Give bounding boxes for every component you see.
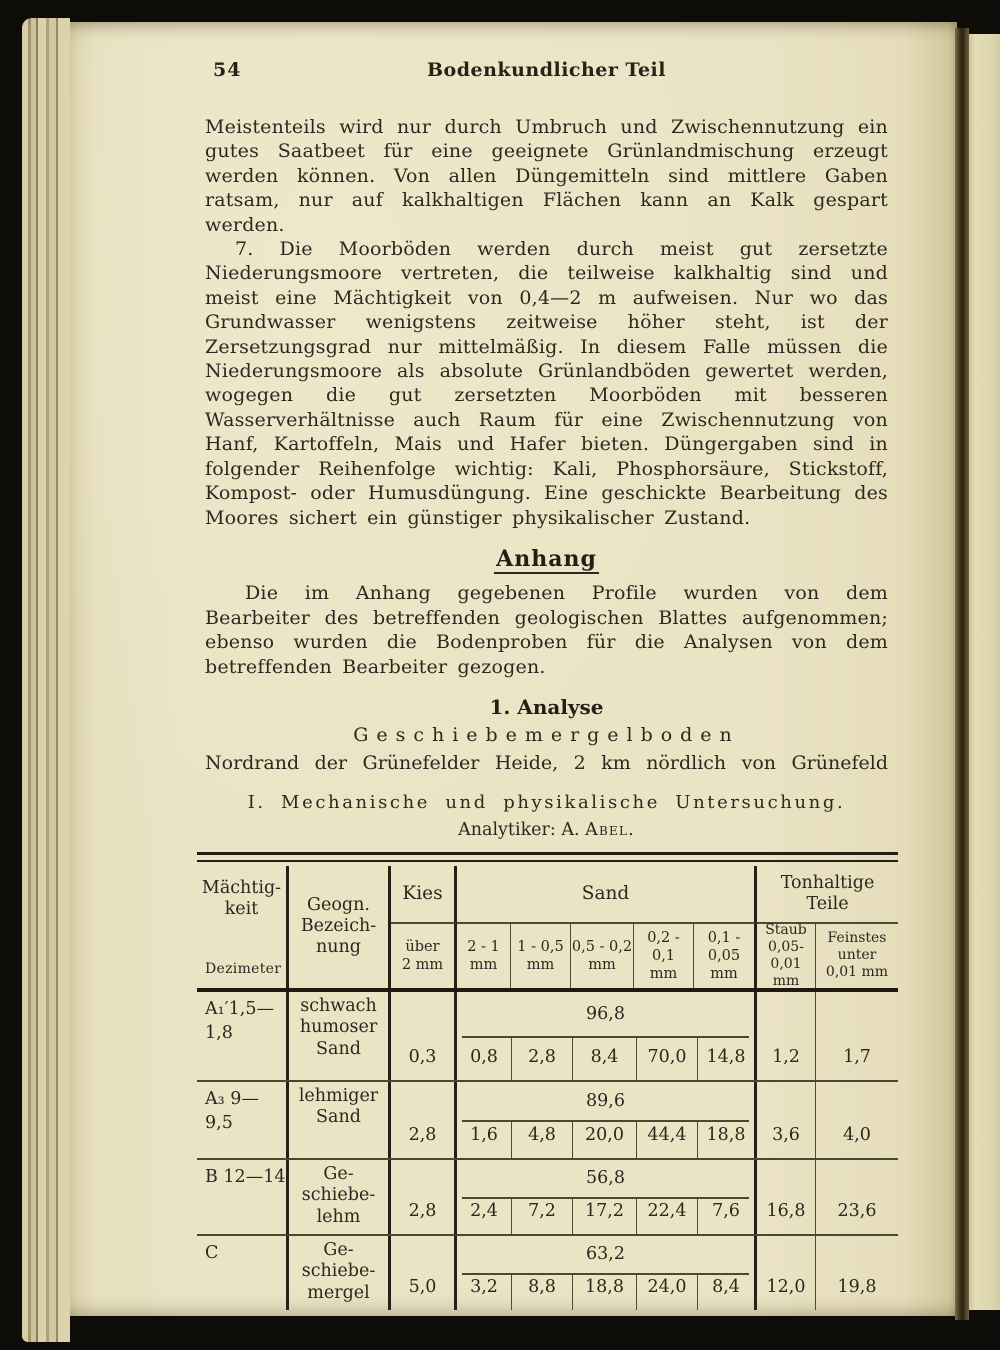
subheader-sand-1-05: 1 - 0,5 mm — [511, 924, 571, 988]
column-header-maechtigkeit: Mächtig- keit Dezimeter — [197, 866, 289, 988]
column-header-geogn-bezeichnung: Geogn. Bezeich- nung — [289, 866, 391, 988]
column-header-kies: Kies — [391, 866, 457, 924]
table-row — [197, 1234, 898, 1310]
cell-staub: 1,2 — [757, 992, 816, 1080]
analyst-label: Analytiker: A. — [458, 819, 580, 840]
table-analyst-line — [205, 818, 888, 842]
table-top-rule — [197, 852, 898, 862]
subheader-kies-ueber-2mm: über 2 mm — [391, 924, 457, 988]
sand-sum: 89,6 — [462, 1082, 749, 1122]
cell-maechtigkeit: A₃ 9—9,5 — [197, 1082, 289, 1158]
subheader-sand-05-02: 0,5 - 0,2 mm — [571, 924, 634, 988]
subheader-feinstes: Feinstes unter 0,01 mm — [825, 930, 889, 981]
sand-sum: 56,8 — [462, 1160, 749, 1199]
analysis-table — [197, 852, 898, 1310]
page-header — [205, 58, 888, 86]
cell-geogn: Ge- schiebe- lehm — [289, 1160, 391, 1234]
sand-values: 0,8 2,8 8,4 70,0 14,8 — [457, 1038, 754, 1080]
cell-kies: 0,3 — [391, 992, 457, 1080]
facing-page-edge — [969, 34, 1000, 1310]
cell-staub: 3,6 — [757, 1082, 816, 1158]
book-gutter-shadow — [955, 28, 969, 1320]
subheader-staub: Staub 0,05-0,01 mm — [757, 924, 816, 988]
cell-geogn: schwach humoser Sand — [289, 992, 391, 1080]
cell-geogn: lehmiger Sand — [289, 1082, 391, 1158]
cell-maechtigkeit: A₁′1,5—1,8 — [197, 992, 289, 1080]
heading-anhang: Anhang — [494, 547, 599, 574]
paragraph-anhang: Die im Anhang gegebenen Profile wurden von dem Bearbeiter des betreffenden geologischen Blattes aufgenommen; ebenso wurden die Bodenproben für die Analysen von dem betreffenden Bearbeiter gezogen. — [205, 582, 888, 678]
sand-values: 2,4 7,2 17,2 22,4 7,6 — [457, 1199, 754, 1234]
cell-sand-group — [457, 1236, 757, 1310]
cell-sand-group — [457, 1082, 757, 1158]
cell-maechtigkeit: B 12—14 — [197, 1160, 289, 1234]
sand-sum: 96,8 — [462, 992, 749, 1038]
cell-kies: 2,8 — [391, 1082, 457, 1158]
left-page-stack-edges — [22, 18, 70, 1342]
heading-analyse: 1. Analyse — [489, 694, 604, 719]
sand-values: 1,6 4,8 20,0 44,4 18,8 — [457, 1122, 754, 1158]
subheader-sand-02-01: 0,2 - 0,1 mm — [634, 924, 694, 988]
soil-type-line: Geschiebemergelboden — [353, 724, 740, 747]
cell-maechtigkeit: C — [197, 1236, 289, 1310]
running-title: Bodenkundlicher Teil — [426, 59, 666, 81]
table-row — [197, 1158, 898, 1234]
anhang-heading-row — [205, 547, 888, 574]
cell-kies: 2,8 — [391, 1160, 457, 1234]
table-header — [197, 866, 898, 988]
column-unit-dezimeter: Dezimeter — [205, 960, 282, 977]
cell-sand-group — [457, 992, 757, 1080]
analyst-name: Abel. — [585, 819, 635, 840]
column-header-tonhaltige-teile: Tonhaltige Teile — [757, 866, 898, 924]
sand-sum: 63,2 — [462, 1236, 749, 1275]
paragraph-intro: Meistenteils wird nur durch Umbruch und Zwischennutzung ein gutes Saatbeet für eine geeignete Grünlandmischung erzeugt werden können. Von allen Düngemitteln sind mittlere Gaben ratsam, nur auf kalkhaltigen Flächen kann an Kalk gespart werden. — [205, 116, 888, 236]
cell-kies: 5,0 — [391, 1236, 457, 1310]
subheader-sand-01-005: 0,1 - 0,05 mm — [694, 924, 757, 988]
table-row — [197, 992, 898, 1080]
cell-feinstes: 19,8 — [837, 1276, 877, 1297]
cell-staub: 16,8 — [757, 1160, 816, 1234]
table-caption-block — [205, 791, 888, 842]
book-page — [70, 22, 957, 1316]
cell-staub: 12,0 — [757, 1236, 816, 1310]
page-content — [201, 58, 889, 1310]
page-number: 54 — [213, 59, 242, 81]
location-line: Nordrand der Grünefelder Heide, 2 km nördlich von Grünefeld — [205, 751, 888, 774]
cell-geogn: Ge- schiebe- mergel — [289, 1236, 391, 1310]
cell-feinstes: 1,7 — [843, 1046, 871, 1067]
table-row — [197, 1080, 898, 1158]
cell-feinstes: 23,6 — [837, 1200, 877, 1221]
table-caption: I. Mechanische und physikalische Untersuchung. — [247, 792, 846, 814]
column-header-sand: Sand — [457, 866, 757, 924]
paragraph-moorboeden: 7. Die Moorböden werden durch meist gut zersetzte Niederungsmoore vertreten, die teilweise kalkhaltig sind und meist eine Mächtigkeit von 0,4—2 m aufweisen. Nur wo das Grundwasser wenigstens zeitweise höher steht, ist der Zersetzungsgrad nur mittelmäßig. In diesem Falle müssen die Niederungsmoore als absolute Grünlandböden gewertet werden, wogegen die gut zersetzten Moorböden mit besseren Wasserverhältnisse auch Raum für eine Zwischennutzung von Hanf, Kartoffeln, Mais und Hafer bieten. Düngergaben sind in folgender Reihenfolge wichtig: Kali, Phosphorsäure, Stickstoff, Kompost- oder Humusdüngung. Eine geschickte Bearbeitung des Moores sichert ein günstiger physikalischer Zustand. — [205, 238, 888, 529]
subheader-sand-2-1: 2 - 1 mm — [457, 924, 511, 988]
sand-values: 3,2 8,8 18,8 24,0 8,4 — [457, 1275, 754, 1310]
cell-sand-group — [457, 1160, 757, 1234]
cell-feinstes: 4,0 — [843, 1124, 871, 1145]
